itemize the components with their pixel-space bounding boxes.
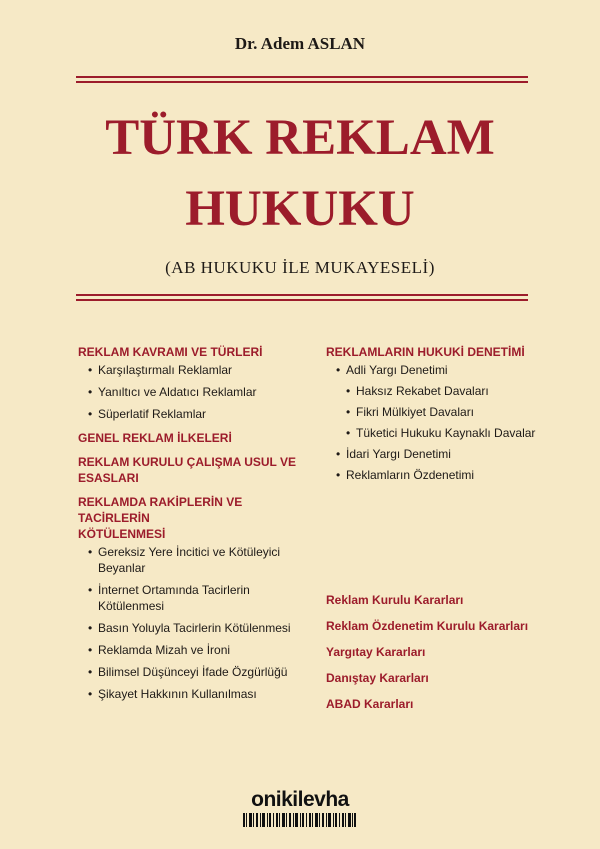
list-item: • İdari Yargı Denetimi	[326, 446, 576, 462]
left-column	[78, 344, 298, 708]
section-heading-concept: REKLAM KAVRAMI VE TÜRLERİ	[78, 345, 263, 359]
competitors-list	[78, 544, 298, 702]
section-heading-competitors-line2: KÖTÜLENMESİ	[78, 527, 166, 541]
publisher-name: onikilevha	[251, 788, 349, 811]
reference-item: Yargıtay Kararları	[326, 645, 426, 659]
bottom-rule-upper	[76, 294, 528, 296]
reference-item: Reklam Kurulu Kararları	[326, 593, 464, 607]
section-heading-board-line1: REKLAM KURULU ÇALIŞMA USUL VE	[78, 455, 296, 469]
right-column	[326, 344, 576, 488]
list-item: • Yanıltıcı ve Aldatıcı Reklamlar	[78, 384, 298, 400]
list-item: • Adli Yargı Denetimi	[326, 362, 576, 378]
reference-item: ABAD Kararları	[326, 697, 414, 711]
reference-item: Reklam Özdenetim Kurulu Kararları	[326, 619, 529, 633]
concept-list	[78, 362, 298, 422]
list-item: • Basın Yoluyla Tacirlerin Kötülenmesi	[78, 620, 298, 636]
list-subitem: • Tüketici Hukuku Kaynaklı Davalar	[326, 425, 576, 441]
reference-item: Danıştay Kararları	[326, 671, 429, 685]
section-heading-competitors	[78, 494, 298, 542]
list-item: • Bilimsel Düşünceyi İfade Özgürlüğü	[78, 664, 298, 680]
list-subitem: • Haksız Rekabet Davaları	[326, 383, 576, 399]
list-item: • Reklamların Özdenetimi	[326, 467, 576, 483]
title-line-1: TÜRK REKLAM	[105, 110, 495, 166]
section-heading-board	[78, 454, 298, 486]
oversight-list	[326, 362, 576, 483]
bottom-rule-lower	[76, 299, 528, 301]
list-item: • Reklamda Mizah ve İroni	[78, 642, 298, 658]
list-item: • Şikayet Hakkının Kullanılması	[78, 686, 298, 702]
list-subitem: • Fikri Mülkiyet Davaları	[326, 404, 576, 420]
title-line-2: HUKUKU	[185, 181, 415, 237]
publisher-logo	[0, 788, 600, 827]
list-item: • İnternet Ortamında Tacirlerin Kötülenmesi	[78, 582, 298, 614]
author-name: Dr. Adem ASLAN	[234, 34, 366, 53]
barcode-icon	[243, 813, 357, 827]
top-rule-upper	[76, 76, 528, 78]
section-heading-principles: GENEL REKLAM İLKELERİ	[78, 431, 232, 445]
section-heading-board-line2: ESASLARI	[78, 471, 139, 485]
section-heading-legal-oversight: REKLAMLARIN HUKUKİ DENETİMİ	[326, 345, 525, 359]
list-item: • Gereksiz Yere İncitici ve Kötüleyici Beyanlar	[78, 544, 298, 576]
list-item: • Süperlatif Reklamlar	[78, 406, 298, 422]
top-rule-lower	[76, 81, 528, 83]
section-heading-competitors-line1: REKLAMDA RAKİPLERİN VE TACİRLERİN	[78, 495, 243, 525]
subtitle: (AB HUKUKU İLE MUKAYESELİ)	[165, 258, 435, 277]
list-item: • Karşılaştırmalı Reklamlar	[78, 362, 298, 378]
references-list	[326, 593, 586, 723]
